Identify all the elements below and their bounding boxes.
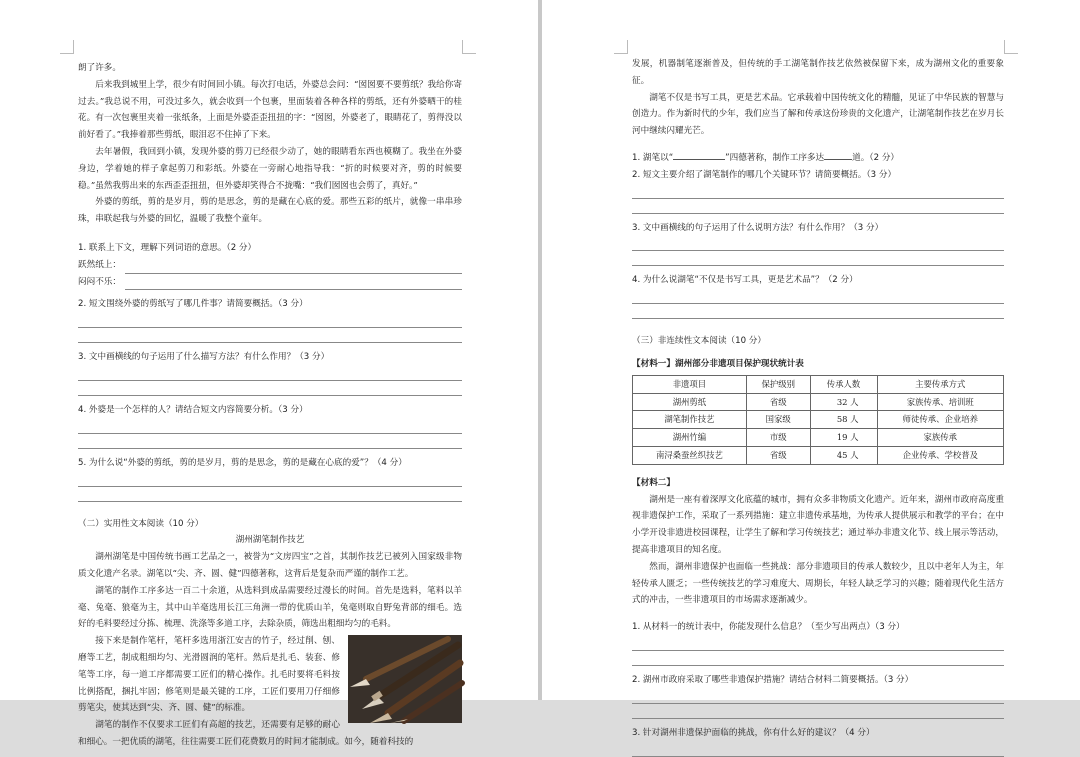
- answer-line[interactable]: [78, 487, 462, 502]
- q1-text: 1. 湖笔以“: [632, 152, 674, 163]
- table-header: 传承人数: [810, 375, 877, 393]
- answer-line[interactable]: [632, 742, 1004, 757]
- material-paragraph: 然而，湖州非遗保护也面临一些挑战：部分非遗项目的传承人数较少，且以中老年人为主，年轻传承人匮乏；一些传统技艺的学习难度大、周期长，年轻人缺乏学习的兴趣；随着现代化生活方式的冲击，一些非遗项目的市场需求逐渐减少。: [632, 561, 1004, 606]
- corner-mark: [614, 40, 628, 54]
- table-row: [633, 411, 1004, 429]
- answer-line[interactable]: [632, 236, 1004, 251]
- answer-line[interactable]: [78, 472, 462, 487]
- material2-title: 【材料二】: [632, 477, 675, 488]
- answer-line[interactable]: [632, 304, 1004, 319]
- corner-mark: [462, 40, 476, 54]
- section-heading: （三）非连续性文本阅读（10 分）: [632, 336, 766, 347]
- table-cell: 家族传承: [877, 429, 1003, 447]
- term-answer-row[interactable]: [78, 257, 462, 274]
- table-cell: 58 人: [810, 411, 877, 429]
- answer-line[interactable]: [632, 184, 1004, 199]
- answer-line[interactable]: [632, 651, 1004, 666]
- blank-input[interactable]: [673, 159, 725, 160]
- story-paragraph: 朗了许多。: [78, 63, 121, 73]
- question-4: 4. 外婆是一个怎样的人？请结合短文内容简要分析。（3 分）: [78, 404, 308, 415]
- q1-text: 道。（2 分）: [852, 152, 900, 163]
- question-1: 1. 联系上下文，理解下列词语的意思。（2 分）: [78, 242, 257, 253]
- table-cell: 企业传承、学校普及: [877, 446, 1003, 464]
- table-cell: 省级: [746, 446, 810, 464]
- story-paragraph: 外婆的剪纸，剪的是岁月，剪的是思念，剪的是藏在心底的爱。那些五彩的纸片，就像一串串珍珠，串联起我与外婆的回忆，温暖了我整个童年。: [78, 197, 462, 225]
- table-cell: 市级: [746, 429, 810, 447]
- question-1: [632, 150, 1004, 167]
- answer-line[interactable]: [632, 251, 1004, 266]
- article-title: 湖州湖笔制作技艺: [235, 535, 305, 546]
- question-3: 3. 文中画横线的句子运用了什么说明方法？有什么作用？（3 分）: [632, 222, 884, 233]
- answer-line[interactable]: [632, 636, 1004, 651]
- table-row: [633, 429, 1004, 447]
- document-page-left: [0, 0, 538, 747]
- story-paragraph: 去年暑假，我回到小镇，发现外婆的剪刀已经很少动了，她的眼睛看东西也模糊了。我坐在外婆身边，学着她的样子拿起剪刀和彩纸。外婆在一旁耐心地指导我：“折的时候要对齐，剪的时候要稳。”虽然我剪出来的东西歪歪扭扭，但外婆却笑得合不拢嘴：“我们囡囡也会剪了，真好。”: [78, 146, 462, 191]
- brushes-image: [348, 635, 462, 723]
- answer-line[interactable]: [78, 434, 462, 449]
- article-paragraph: 湖笔的制作工序多达一百二十余道，从选料到成品需要经过漫长的时间。首先是选料，笔料以羊毫、兔毫、狼毫为主，其中山羊毫选用长江三角洲一带的优质山羊，兔毫则取自野兔背部的细毛。选好的毛料要经过分拣、梳理、洗涤等多道工序，去除杂质，筛选出粗细均匀的毛料。: [78, 585, 462, 630]
- article-paragraph: 湖州湖笔是中国传统书画工艺品之一，被誉为“文房四宝”之首，其制作技艺已被列入国家级非物质文化遗产名录。湖笔以“尖、齐、圆、健”四德著称，这背后是复杂而严谨的制作工艺。: [78, 552, 462, 579]
- material-question-3: 3. 针对湖州非遗保护面临的挑战，你有什么好的建议？（4 分）: [632, 727, 875, 738]
- table-cell: 45 人: [810, 446, 877, 464]
- table-cell: 师徒传承、企业培养: [877, 411, 1003, 429]
- question-3: 3. 文中画横线的句子运用了什么描写方法？有什么作用？（3 分）: [78, 352, 330, 363]
- question-2: 2. 短文主要介绍了湖笔制作的哪几个关键环节？请简要概括。（3 分）: [632, 169, 897, 180]
- q1-text: ”四德著称，制作工序多达: [725, 152, 825, 163]
- term-label: 跃然纸上：: [78, 259, 121, 270]
- material-question-2: 2. 湖州市政府采取了哪些非遗保护措施？请结合材料二简要概括。（3 分）: [632, 674, 914, 685]
- term-answer-row[interactable]: [78, 274, 462, 291]
- table-cell: 国家级: [746, 411, 810, 429]
- term-label: 闷闷不乐：: [78, 276, 121, 287]
- table-header: 主要传承方式: [877, 375, 1003, 393]
- page1-content: [78, 60, 462, 751]
- answer-line[interactable]: [78, 419, 462, 434]
- table-cell: 19 人: [810, 429, 877, 447]
- article-paragraph: 接下来是制作笔杆，笔杆多选用浙江安吉的竹子，经过削、刨、磨等工艺，制成粗细均匀、光滑圆润的笔杆。然后是扎毛、装套、修笔等工序，每一道工序都需要工匠们的精心操作。扎毛时要将毛料按比例搭配，捆扎牢固；修笔则是最关键的工序，工匠们要用刀仔细修剪笔尖，使其达到“尖、齐、圆、健”的标准。: [78, 636, 340, 714]
- table-header: 保护级别: [746, 375, 810, 393]
- blank-input[interactable]: [824, 159, 852, 160]
- question-4: 4. 为什么说湖笔“不仅是书写工具，更是艺术品”？（2 分）: [632, 275, 858, 286]
- article-paragraph: 湖笔的制作不仅要求工匠们有高超的技艺，还需要有足够的耐心和细心。一把优质的湖笔，往往需要工匠们花费数月的时间才能制成。如今，随着科技的: [78, 720, 414, 747]
- question-5: 5. 为什么说“外婆的剪纸，剪的是岁月，剪的是思念，剪的是藏在心底的爱”？（4 分）: [78, 457, 407, 468]
- table-cell: 南浔桑蚕丝织技艺: [633, 446, 747, 464]
- material-paragraph: 湖州是一座有着深厚文化底蕴的城市，拥有众多非物质文化遗产。近年来，湖州市政府高度重视非遗保护工作，采取了一系列措施：建立非遗传承基地，为传承人提供展示和教学的平台；在中小学开设非遗进校园课程，让学生了解和学习传统技艺；通过举办非遗文化节、线上展示等活动，提高非遗项目的知名度。: [632, 494, 1004, 555]
- answer-line[interactable]: [78, 381, 462, 396]
- table-cell: 省级: [746, 393, 810, 411]
- corner-mark: [1004, 40, 1018, 54]
- table-cell: 32 人: [810, 393, 877, 411]
- table-header: 非遗项目: [633, 375, 747, 393]
- answer-line[interactable]: [632, 704, 1004, 719]
- material-question-1: 1. 从材料一的统计表中，你能发现什么信息？（至少写出两点）（3 分）: [632, 622, 905, 633]
- article-paragraph: 发展，机器制笔逐渐普及，但传统的手工湖笔制作技艺依然被保留下来，成为湖州文化的重要象征。: [632, 59, 1004, 86]
- answer-line[interactable]: [125, 278, 462, 290]
- table-row: [633, 446, 1004, 464]
- answer-line[interactable]: [78, 313, 462, 328]
- answer-line[interactable]: [125, 262, 462, 274]
- document-page-right: [542, 0, 1080, 738]
- table-cell: 家族传承、培训班: [877, 393, 1003, 411]
- answer-line[interactable]: [632, 199, 1004, 214]
- answer-line[interactable]: [632, 689, 1004, 704]
- question-2: 2. 短文围绕外婆的剪纸写了哪几件事？请简要概括。（3 分）: [78, 299, 308, 310]
- answer-line[interactable]: [78, 366, 462, 381]
- story-paragraph: 后来我到城里上学，很少有时间回小镇。每次打电话，外婆总会问：“囡囡要不要剪纸？我给你寄过去。”我总说不用，可没过多久，就会收到一个包裹，里面装着各种各样的剪纸，还有外婆晒干的桂花。有一次包裹里夹着一张纸条，上面是外婆歪歪扭扭的字：“囡囡，外婆老了，眼睛花了，剪得没以前好看了。”我捧着那些剪纸，眼泪忍不住掉了下来。: [78, 79, 462, 141]
- answer-line[interactable]: [78, 328, 462, 343]
- table-cell: 湖笔制作技艺: [633, 411, 747, 429]
- corner-mark: [60, 40, 74, 54]
- brush-photo-icon: [348, 635, 462, 723]
- material1-title: 【材料一】湖州部分非遗项目保护现状统计表: [632, 358, 804, 369]
- page2-content: [632, 56, 1004, 757]
- article-paragraph: 湖笔不仅是书写工具，更是艺术品。它承载着中国传统文化的精髓，见证了中华民族的智慧与创造力。作为新时代的少年，我们应当了解和传承这份珍贵的文化遗产，让湖笔制作技艺在岁月长河中继续闪耀光芒。: [632, 92, 1004, 137]
- section-heading: （二）实用性文本阅读（10 分）: [78, 518, 204, 529]
- table-row: [633, 393, 1004, 411]
- answer-line[interactable]: [632, 289, 1004, 304]
- table-cell: 湖州剪纸: [633, 393, 747, 411]
- heritage-table: [632, 375, 1004, 465]
- table-cell: 湖州竹编: [633, 429, 747, 447]
